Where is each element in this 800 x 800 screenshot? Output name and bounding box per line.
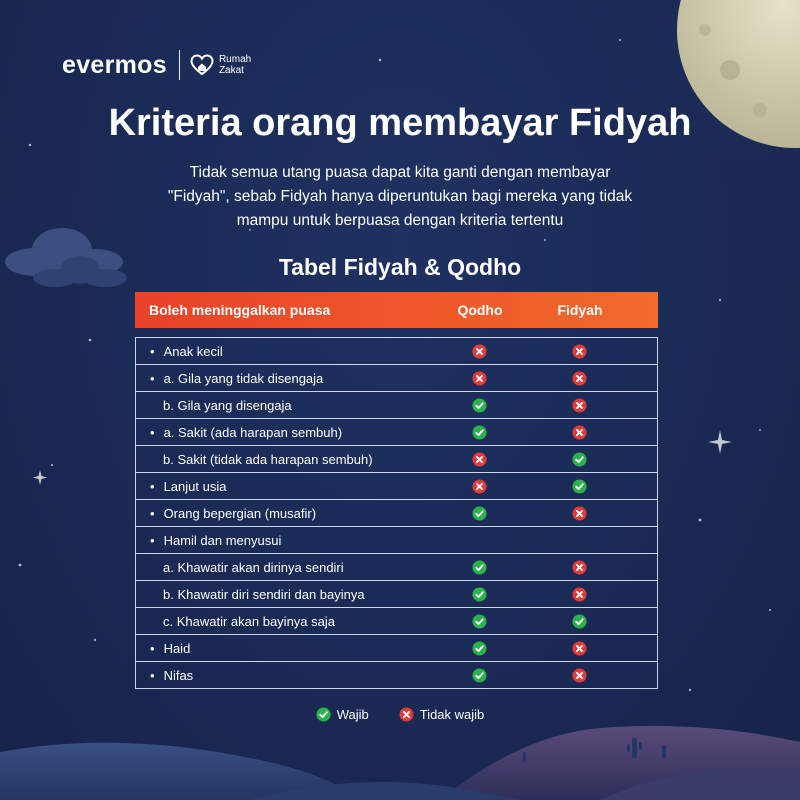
check-icon bbox=[472, 398, 487, 413]
row-label: c. Khawatir akan bayinya saja bbox=[163, 614, 335, 629]
table-row bbox=[135, 661, 658, 689]
cross-icon bbox=[472, 371, 487, 386]
cross-icon bbox=[572, 560, 587, 575]
table-row bbox=[135, 472, 658, 499]
legend-item bbox=[316, 707, 369, 722]
check-icon bbox=[572, 452, 587, 467]
row-label: a. Khawatir akan dirinya sendiri bbox=[163, 560, 344, 575]
table-row bbox=[135, 364, 658, 391]
table-row bbox=[135, 634, 658, 661]
table-row bbox=[135, 337, 658, 364]
rumah-label: Rumah bbox=[218, 54, 252, 65]
check-icon bbox=[472, 560, 487, 575]
table-header bbox=[135, 292, 658, 328]
rumah-zakat-logo bbox=[190, 54, 251, 76]
check-icon bbox=[472, 641, 487, 656]
legend-label: Tidak wajib bbox=[419, 707, 485, 722]
brand-header bbox=[62, 50, 251, 80]
table-row bbox=[135, 445, 658, 472]
evermos-logo: evermos bbox=[62, 50, 167, 79]
row-label: b. Sakit (tidak ada harapan sembuh) bbox=[163, 452, 373, 467]
table-body bbox=[135, 337, 658, 689]
cross-icon bbox=[472, 452, 487, 467]
row-label: • Haid bbox=[150, 641, 190, 656]
table-row bbox=[135, 418, 658, 445]
zakat-label: Zakat bbox=[218, 65, 244, 76]
row-label: • Lanjut usia bbox=[150, 479, 226, 494]
table-row bbox=[135, 391, 658, 418]
check-icon bbox=[472, 425, 487, 440]
subtitle-line: "Fidyah", sebab Fidyah hanya diperuntukan bagi mereka yang tidak bbox=[167, 188, 633, 205]
cross-icon bbox=[572, 641, 587, 656]
brand-divider bbox=[179, 50, 180, 80]
header-qodho: Qodho bbox=[457, 302, 503, 318]
row-label: • Orang bepergian (musafir) bbox=[150, 506, 316, 521]
row-label: • Nifas bbox=[150, 668, 193, 683]
row-label: • Hamil dan menyusui bbox=[150, 533, 281, 548]
table-title: Tabel Fidyah & Qodho bbox=[278, 254, 522, 280]
legend-label: Wajib bbox=[336, 707, 369, 722]
cross-icon bbox=[572, 371, 587, 386]
table-row bbox=[135, 499, 658, 526]
cross-icon bbox=[572, 668, 587, 683]
row-label: • a. Gila yang tidak disengaja bbox=[150, 371, 323, 386]
cross-icon bbox=[572, 587, 587, 602]
page-title: Kriteria orang membayar Fidyah bbox=[108, 102, 692, 144]
check-icon bbox=[472, 668, 487, 683]
cross-icon bbox=[472, 344, 487, 359]
cross-icon bbox=[572, 398, 587, 413]
check-icon bbox=[572, 479, 587, 494]
table-row bbox=[135, 607, 658, 634]
subtitle-line: Tidak semua utang puasa dapat kita ganti dengan membayar bbox=[189, 164, 611, 181]
header-fidyah: Fidyah bbox=[557, 302, 603, 318]
legend bbox=[0, 707, 800, 722]
row-label: • Anak kecil bbox=[150, 344, 223, 359]
cross-icon bbox=[572, 506, 587, 521]
check-icon bbox=[472, 506, 487, 521]
cross-icon bbox=[572, 344, 587, 359]
table-row bbox=[135, 526, 658, 553]
table-row bbox=[135, 553, 658, 580]
check-icon bbox=[472, 587, 487, 602]
header-criteria: Boleh meninggalkan puasa bbox=[149, 302, 331, 318]
row-label: b. Gila yang disengaja bbox=[163, 398, 292, 413]
subtitle bbox=[150, 161, 650, 233]
heart-house-icon bbox=[190, 54, 214, 76]
row-label: • a. Sakit (ada harapan sembuh) bbox=[150, 425, 342, 440]
check-icon bbox=[472, 614, 487, 629]
table-row bbox=[135, 580, 658, 607]
check-icon bbox=[572, 614, 587, 629]
check-icon bbox=[316, 707, 331, 722]
cross-icon bbox=[572, 425, 587, 440]
row-label: b. Khawatir diri sendiri dan bayinya bbox=[163, 587, 365, 602]
cross-icon bbox=[399, 707, 414, 722]
legend-item bbox=[399, 707, 485, 722]
subtitle-line: mampu untuk berpuasa dengan kriteria tertentu bbox=[236, 212, 564, 229]
cross-icon bbox=[472, 479, 487, 494]
